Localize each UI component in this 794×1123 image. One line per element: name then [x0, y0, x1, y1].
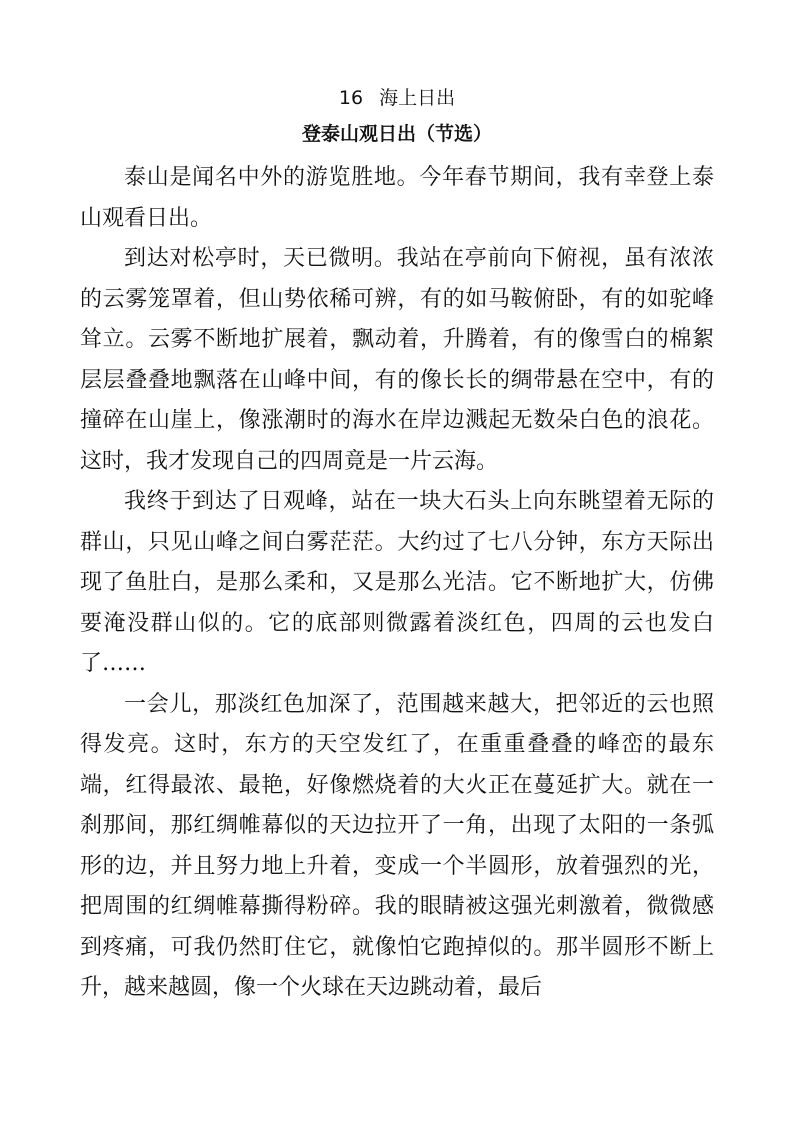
document-page	[80, 80, 714, 1009]
lesson-number: 16	[338, 87, 364, 109]
paragraph-4: 一会儿，那淡红色加深了，范围越来越大，把邻近的云也照得发亮。这时，东方的天空发红了，在重重叠叠的峰峦的最东端，红得最浓、最艳，好像燃烧着的大火正在蔓延扩大。就在一刹那间，那红绸帷幕似的天边拉开了一角，出现了太阳的一条弧形的边，并且努力地上升着，变成一个半圆形，放着强烈的光，把周围的红绸帷幕撕得粉碎。我的眼睛被这强光刺激着，微微感到疼痛，可我仍然盯住它，就像怕它跑掉似的。那半圆形不断上升，越来越圆，像一个火球在天边跳动着，最后	[80, 691, 714, 1000]
lesson-title-text: 海上日出	[379, 87, 456, 109]
paragraph-3: 我终于到达了日观峰，站在一块大石头上向东眺望着无际的群山，只见山峰之间白雾茫茫。大约过了七八分钟，东方天际出现了鱼肚白，是那么柔和，又是那么光洁。它不断地扩大，仿佛要淹没群山似的。它的底部则微露着淡红色，四周的云也发白了……	[80, 489, 714, 676]
paragraph-1: 泰山是闻名中外的游览胜地。今年春节期间，我有幸登上泰山观看日出。	[80, 165, 714, 231]
article-subtitle: 登泰山观日出（节选）	[301, 123, 492, 145]
lesson-title	[80, 80, 714, 116]
paragraph-2: 到达对松亭时，天已微明。我站在亭前向下俯视，虽有浓浓的云雾笼罩着，但山势依稀可辨，有的如马鞍俯卧，有的如驼峰耸立。云雾不断地扩展着，飘动着，升腾着，有的像雪白的棉絮层层叠叠地飘落在山峰中间，有的像长长的绸带悬在空中，有的撞碎在山崖上，像涨潮时的海水在岸边溅起无数朵白色的浪花。这时，我才发现自己的四周竟是一片云海。	[80, 246, 714, 474]
